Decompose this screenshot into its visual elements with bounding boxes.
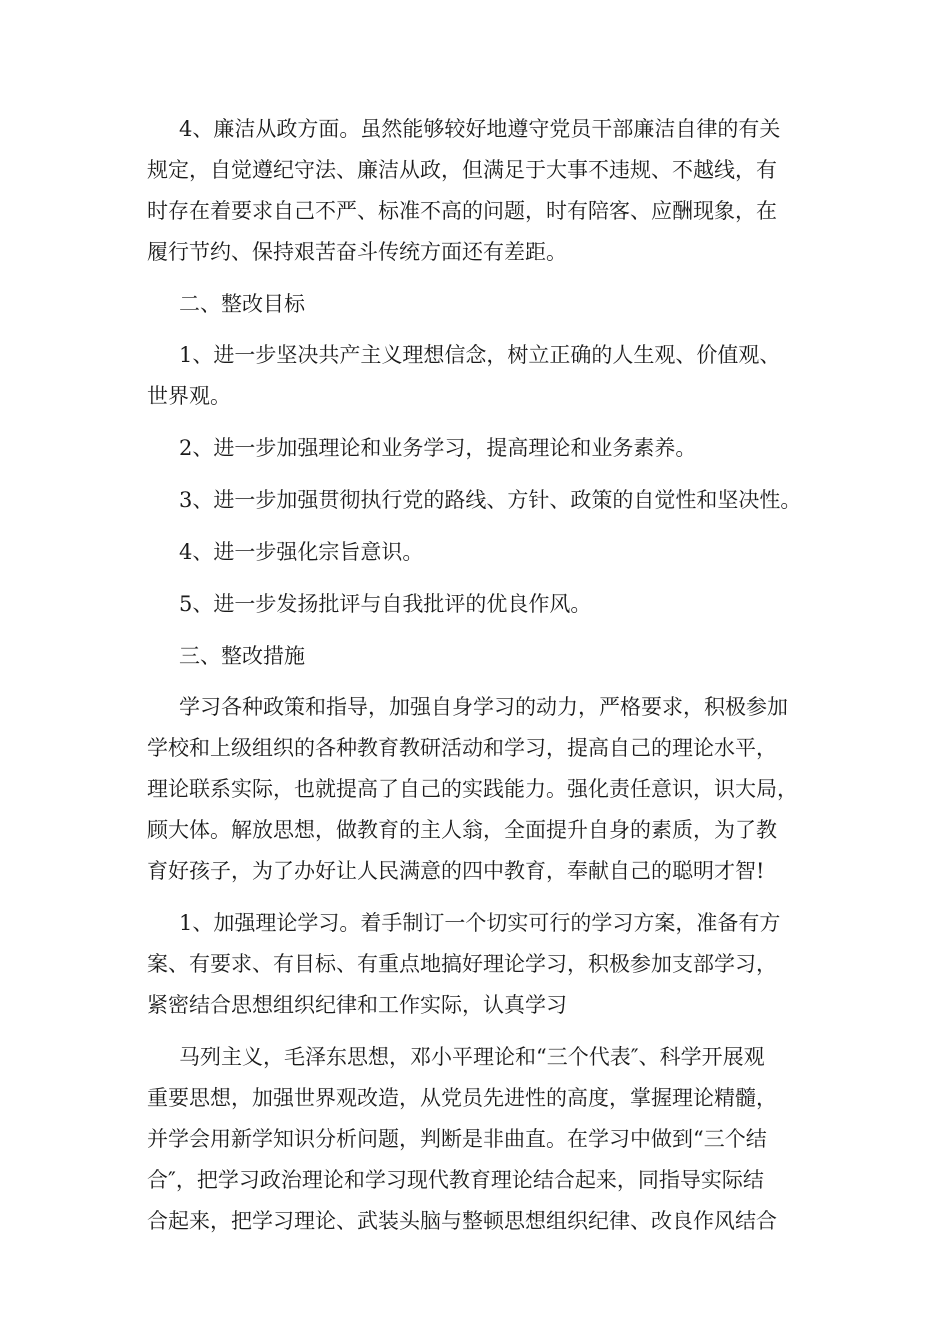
text-line: 2、进一步加强理论和业务学习，提高理论和业务素养。 — [179, 436, 697, 460]
text-line: 顾大体。解放思想，做教育的主人翁，全面提升自身的素质，为了教 — [147, 818, 777, 842]
text-line: 4、廉洁从政方面。虽然能够较好地遵守党员干部廉洁自律的有关 — [179, 117, 781, 141]
text-line: 1、加强理论学习。着手制订一个切实可行的学习方案，准备有方 — [179, 911, 781, 935]
text-line: 5、进一步发扬批评与自我批评的优良作风。 — [179, 592, 592, 616]
section-heading: 三、整改措施 — [179, 644, 305, 668]
text-line: 育好孩子，为了办好让人民满意的四中教育，奉献自己的聪明才智! — [147, 859, 765, 883]
text-line: 合起来，把学习理论、武装头脑与整顿思想组织纪律、改良作风结合 — [147, 1209, 777, 1233]
text-line: 并学会用新学知识分析问题，判断是非曲直。在学习中做到“三个结 — [147, 1127, 767, 1151]
text-line: 3、进一步加强贯彻执行党的路线、方针、政策的自觉性和坚决性。 — [179, 488, 802, 512]
text-line: 学校和上级组织的各种教育教研活动和学习，提高自己的理论水平， — [147, 736, 777, 760]
text-line: 1、进一步坚决共产主义理想信念，树立正确的人生观、价值观、 — [179, 343, 781, 367]
section-heading: 二、整改目标 — [179, 292, 305, 316]
text-line: 学习各种政策和指导，加强自身学习的动力，严格要求，积极参加 — [179, 695, 788, 719]
text-line: 时存在着要求自己不严、标准不高的问题，时有陪客、应酬现象，在 — [147, 199, 777, 223]
text-line: 4、进一步强化宗旨意识。 — [179, 540, 424, 564]
text-line: 案、有要求、有目标、有重点地搞好理论学习，积极参加支部学习， — [147, 952, 777, 976]
text-line: 世界观。 — [147, 384, 231, 408]
text-line: 重要思想，加强世界观改造，从党员先进性的高度，掌握理论精髓， — [147, 1086, 777, 1110]
text-line: 合″，把学习政治理论和学习现代教育理论结合起来，同指导实际结 — [147, 1168, 764, 1192]
text-line: 紧密结合思想组织纪律和工作实际，认真学习 — [147, 993, 567, 1017]
text-line: 马列主义，毛泽东思想，邓小平理论和“三个代表″、科学开展观 — [179, 1045, 765, 1069]
text-line: 理论联系实际，也就提高了自己的实践能力。强化责任意识，识大局， — [147, 777, 798, 801]
text-line: 规定，自觉遵纪守法、廉洁从政，但满足于大事不违规、不越线，有 — [147, 158, 777, 182]
text-line: 履行节约、保持艰苦奋斗传统方面还有差距。 — [147, 240, 567, 264]
